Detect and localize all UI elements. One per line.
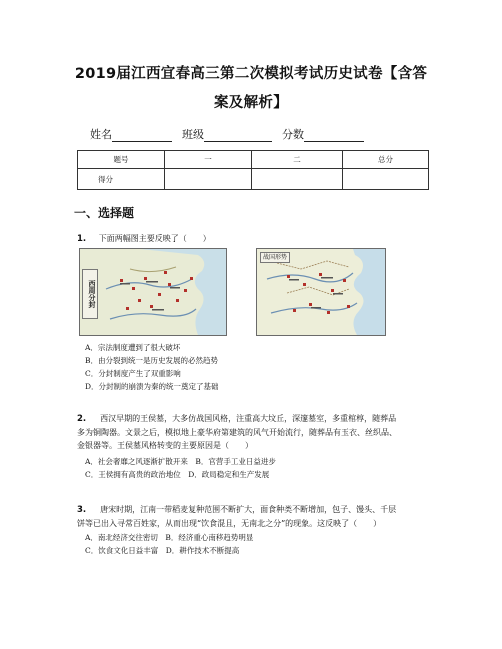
- q2-options-row-1[interactable]: A．社会奢靡之风逐渐扩散开来 B．官营手工业日益进步: [85, 457, 276, 466]
- q1-option-b[interactable]: B．由分裂到统一是历史发展的必然趋势: [85, 356, 219, 365]
- question-number: 2.: [77, 414, 87, 424]
- score-label: 分数: [282, 128, 304, 141]
- score-field[interactable]: [304, 130, 364, 142]
- question-text-line: 西汉早期的王侯墓，大多仿战国风格，注重高大坟丘，深邃墓室，多重棺椁，随葬品: [100, 414, 397, 423]
- class-field[interactable]: [204, 130, 272, 142]
- question-2-stem: [77, 412, 437, 452]
- score-row-label: 得分: [78, 169, 165, 190]
- class-label: 班级: [182, 128, 204, 141]
- score-cell-part1[interactable]: [165, 169, 252, 190]
- question-text-line: 多为铜陶器。文景之后，模拟地上豪华府第建筑的风气开始流行，随葬品有玉衣、丝织品、: [77, 428, 397, 437]
- name-label: 姓名: [90, 128, 112, 141]
- question-1-stem: [77, 232, 437, 246]
- header-cell-total: 总分: [343, 151, 429, 169]
- question-text-line: 金银器等。王侯墓风格转变的主要原因是（ ）: [77, 441, 253, 450]
- student-info-row: [90, 126, 420, 142]
- q1-option-c[interactable]: C．分封制度产生了双重影响: [85, 369, 181, 378]
- header-cell-part1: 一: [165, 151, 252, 169]
- score-table: [77, 150, 429, 190]
- q1-option-a[interactable]: A．宗法制度遭到了很大破坏: [85, 343, 181, 352]
- q1-option-d[interactable]: D．分封制的崩溃为秦的统一奠定了基础: [85, 382, 219, 391]
- question-text-line: 饼等已出入寻常百姓家，从而出现“饮食混且，无南北之分”的现象。这反映了（ ）: [77, 519, 382, 528]
- question-3-stem: [77, 503, 437, 530]
- western-zhou-map: [79, 248, 227, 336]
- header-cell-question: 题号: [78, 151, 165, 169]
- q3-options-row-2[interactable]: C．饮食文化日益丰富 D．耕作技术不断提高: [85, 546, 240, 555]
- score-cell-total[interactable]: [343, 169, 429, 190]
- question-text-line: 唐宋时期，江南一带稻麦复种范围不断扩大，面食种类不断增加，包子、馒头、千层: [100, 505, 397, 514]
- q3-options-row-1[interactable]: A．南北经济交往密切 B．经济重心南移趋势明显: [85, 533, 254, 542]
- question-text: 下面两幅图主要反映了（ ）: [98, 234, 211, 243]
- score-cell-part2[interactable]: [252, 169, 343, 190]
- map-graphic: [80, 249, 226, 335]
- section-heading: 一、选择题: [74, 206, 135, 220]
- name-field[interactable]: [112, 130, 172, 142]
- map-label-warring-states: 战国形势: [260, 252, 290, 263]
- header-cell-part2: 二: [252, 151, 343, 169]
- question-number: 3.: [77, 505, 87, 515]
- q2-options-row-2[interactable]: C．王侯拥有高贵的政治地位 D．政局稳定和生产发展: [85, 470, 270, 479]
- question-number: 1.: [77, 234, 87, 244]
- exam-title-line1: 2019届江西宜春高三第二次模拟考试历史试卷【含答: [74, 66, 428, 82]
- warring-states-map: [256, 248, 386, 336]
- exam-title-line2: 案及解析】: [214, 95, 288, 111]
- map-label-western-zhou: 西周分封: [82, 269, 98, 319]
